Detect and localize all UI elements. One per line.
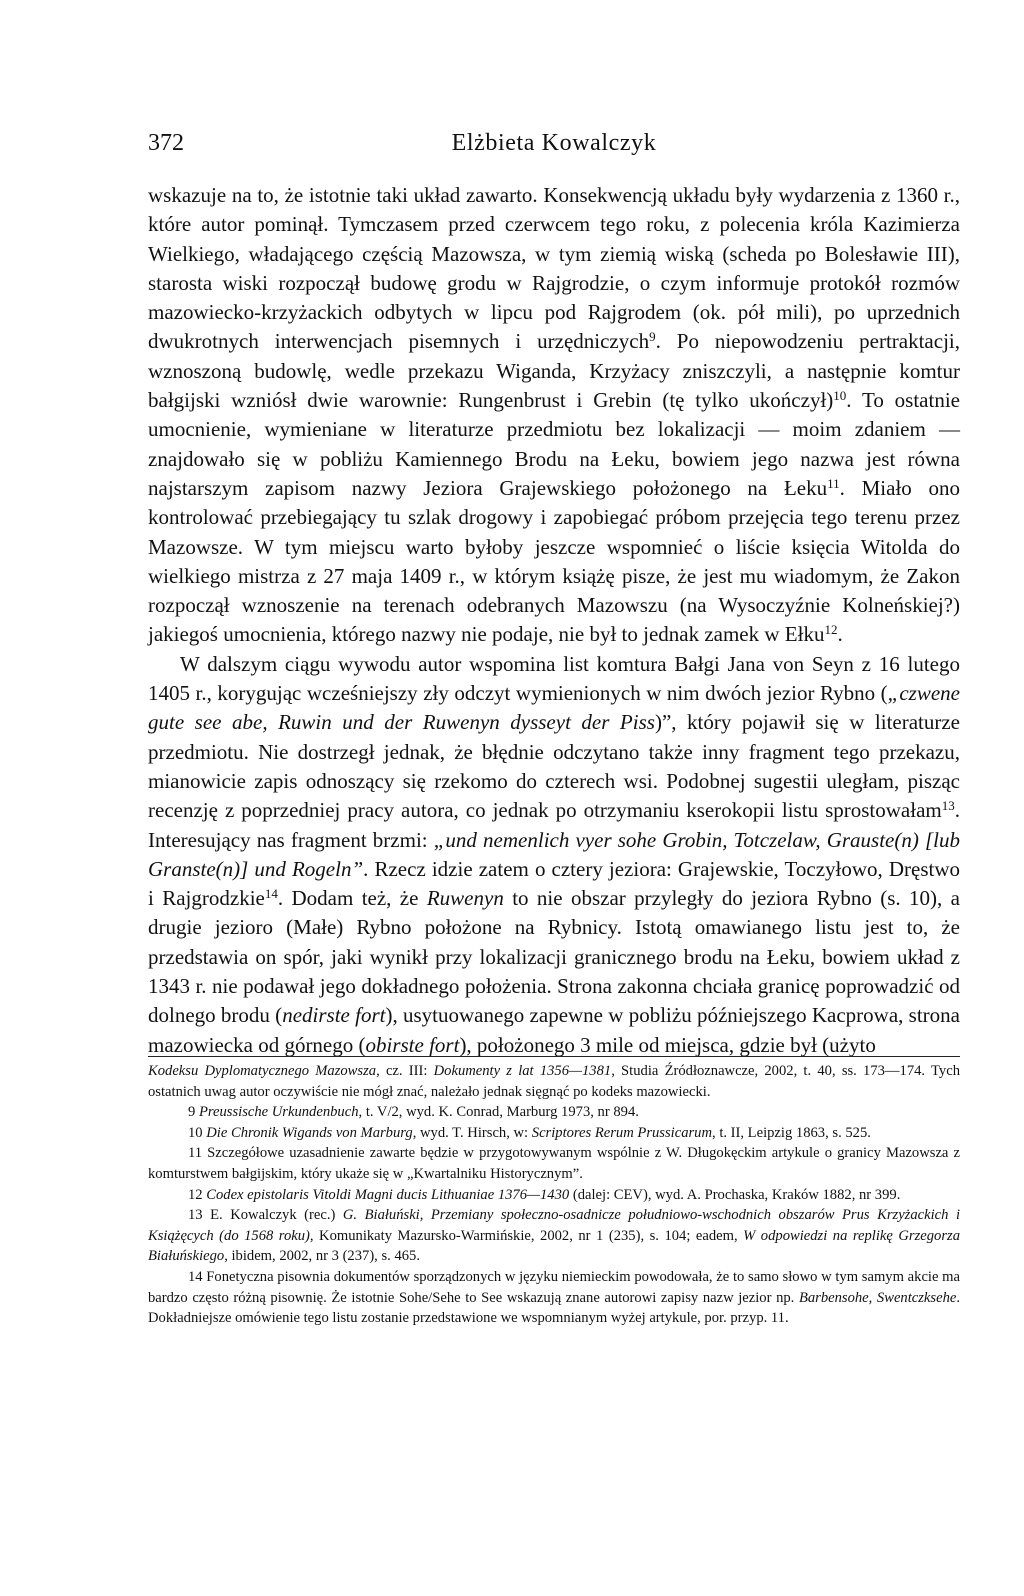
footnote-divider <box>148 1056 960 1057</box>
footnote-9: 9 Preussische Urkundenbuch, t. V/2, wyd. K. Conrad, Marburg 1973, nr 894. <box>188 1104 639 1121</box>
footnote-ref-11: 11 <box>827 475 840 491</box>
running-head: Elżbieta Kowalczyk <box>451 130 657 156</box>
footnote-ref-10: 10 <box>833 387 847 403</box>
footnote-14: 14 Fonetyczna pisownia dokumentów sporządzonych w języku niemieckim powodowała, że to samo słowo w tym samym akcie ma bardzo często różną pisownię. Że istotnie Sohe/Sehe to See wskazują znane autorowi zapisy nazw jezior np. Barbensohe, Swentczksehe. Dokładniejsze omówienie tego listu zostanie przedstawione we wspomnianym wyżej artykule, por. przyp. 11. <box>148 1268 960 1327</box>
footnotes <box>148 1061 960 1329</box>
footnote-ref-12: 12 <box>824 622 838 638</box>
footnote-continuation: Kodeksu Dyplomatycznego Mazowsza, cz. III: Dokumenty z lat 1356—1381, Studia Źródłoznawcze, 2002, t. 40, ss. 173—174. Tych ostatnich uwag autor oczywiście nie mógł znać, należało jednak sięgnąć po kodeks mazowiecki. <box>148 1063 960 1100</box>
footnote-13: 13 E. Kowalczyk (rec.) G. Białuński, Przemiany społeczno-osadnicze południowo-wschodnich obszarów Prus Krzyżackich i Książęcych (do 1568 roku), Komunikaty Mazursko-Warmińskie, 2002, nr 1 (235), s. 104; eadem, W odpowiedzi na replikę Grzegorza Białuńskiego, ibidem, 2002, nr 3 (237), s. 465. <box>148 1207 961 1265</box>
footnote-10: 10 Die Chronik Wigands von Marburg, wyd. T. Hirsch, w: Scriptores Rerum Prussicarum, t. II, Leipzig 1863, s. 525. <box>188 1124 871 1141</box>
footnote-11: 11 Szczegółowe uzasadnienie zawarte będzie w przygotowywanym wspólnie z W. Długokęckim artykule o granicy Mazowsza z komturstwem bałgijskim, który ukaże się w „Kwartalniku Historycznym”. <box>148 1145 960 1182</box>
main-text <box>148 181 960 1060</box>
footnote-ref-9: 9 <box>649 329 656 345</box>
footnote-12: 12 Codex epistolaris Vitoldi Magni ducis Lithuaniae 1376—1430 (dalej: CEV), wyd. A. Prochaska, Kraków 1882, nr 399. <box>188 1186 901 1203</box>
paragraph-2: W dalszym ciągu wywodu autor wspomina list komtura Bałgi Jana von Seyn z 16 lutego 1405 r., korygując wcześniejszy zły odczyt wymienionych w nim dwóch jezior Rybno („czwene gute see abe, Ruwin und der Ruwenyn dysseyt der Piss)”, który pojawił się w literaturze przedmiotu. Nie dostrzegł jednak, że błędnie odczytano także inny fragment tego przekazu, mianowicie zapis odnoszący się rzekomo do czterech wsi. Podobnej sugestii uległam, pisząc recenzję z poprzedniej pracy autora, co jednak po otrzymaniu kserokopii listu sprostowałam$^{13}$. Interesujący nas fragment brzmi: „und nemenlich vyer sohe Grobin, Totczelaw, Grauste(n) [lub Granste(n)] und Rogeln”. Rzecz idzie zatem o cztery jeziora: Grajewskie, Toczyłowo, Dręstwo i Rajgrodzkie$^{14}$. Dodam też, że Ruwenyn to nie obszar przyległy do jeziora Rybno (s. 10), a drugie jezioro (Małe) Rybno położone na Rybnicy. Istotą omawianego listu jest to, że przedstawia on spór, jaki wynikł przy lokalizacji granicznego brodu na Łeku, bowiem układ z 1343 r. nie podawał jego dokładnego położenia. Strona zakonna chciała granicę poprowadzić od dolnego brodu (nedirste fort), usytuowanego zapewne w pobliżu późniejszego Kacprowa, strona mazowiecka od górnego (obirste fort), położonego 3 mile od miejsca, gdzie był (użyto <box>148 651 961 1057</box>
paragraph-1: wskazuje na to, że istotnie taki układ zawarto. Konsekwencją układu były wydarzenia z 1360 r., które autor pominął. Tymczasem przed czerwcem tego roku, z polecenia króla Kazimierza Wielkiego, władającego częścią Mazowsza, w tym ziemią wiską (scheda po Bolesławie III), starosta wiski rozpoczął budowę grodu w Rajgrodzie, o czym informuje protokół rozmów mazowiecko-krzyżackich odbytych w lipcu pod Rajgrodem (ok. pół mili), po uprzednich dwukrotnych interwencjach pisemnych i urzędniczych$^9$. Po niepowodzeniu pertraktacji, wznoszoną budowlę, wedle przekazu Wiganda, Krzyżacy zniszczyli, a następnie komtur bałgijski wzniósł dwie warownie: Rungenbrust i Grebin (tę tylko ukończył)$^{10}$. To ostatnie umocnienie, wymieniane w literaturze przedmiotu bez lokalizacji — moim zdaniem — znajdowało się w pobliżu Kamiennego Brodu na Łeku, bowiem jego nazwa jest równa najstarszym zapisom nazwy Jeziora Grajewskiego położonego na Łeku$^{11}$. Miało ono kontrolować przebiegający tu szlak drogowy i zapobiegać próbom przejęcia tego terenu przez Mazowsze. W tym miejscu warto byłoby jeszcze wspomnieć o liście księcia Witolda do wielkiego mistrza z 27 maja 1409 r., w którym książę pisze, że jest mu wiadomym, że Zakon rozpoczął wznoszenie na terenach odebranych Mazowszu (na Wysoczyźnie Kolneńskiej?) jakiegoś umocnienia, którego nazwy nie podaje, nie był to jednak zamek w Ełku$^{12}$. <box>148 183 960 647</box>
footnote-ref-13: 13 <box>941 798 955 814</box>
page-header <box>148 130 960 164</box>
page-number: 372 <box>148 130 184 156</box>
footnote-ref-14: 14 <box>264 885 278 901</box>
